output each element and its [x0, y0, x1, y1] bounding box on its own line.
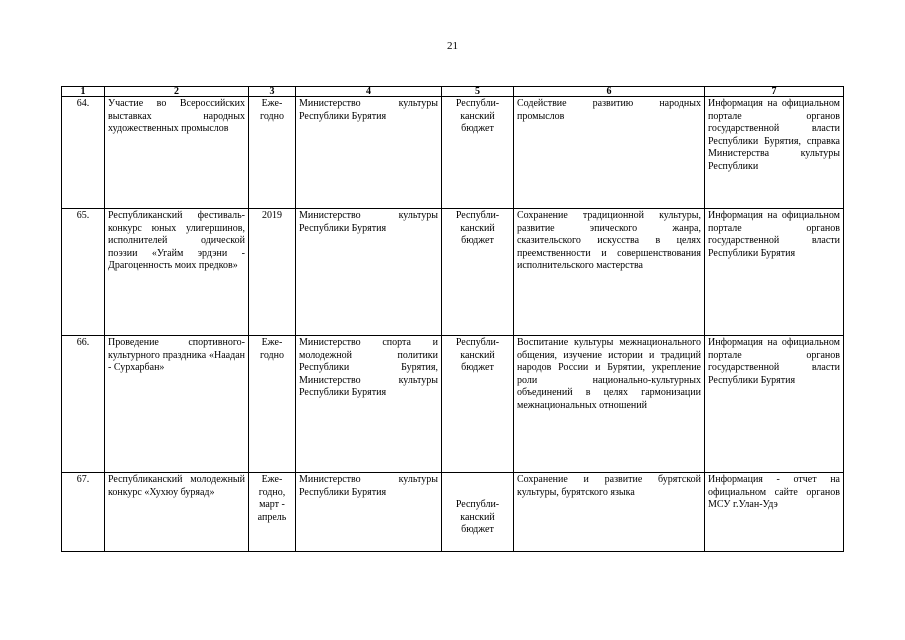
- event-term: Еже-годно, март - апрель: [249, 473, 296, 552]
- event-term: Еже-годно: [249, 336, 296, 473]
- report-form: Информация - отчет на официальном сайте органов МСУ г.Улан-Удэ: [705, 473, 844, 552]
- table-row: [62, 97, 844, 209]
- table-row: [62, 209, 844, 336]
- header-cell: 6: [514, 87, 705, 97]
- event-name: Участие во Всероссийских выставках народных художественных промыслов: [105, 97, 249, 209]
- event-name: Проведение спортивного-культурного праздника «Наадан - Сурхарбан»: [105, 336, 249, 473]
- row-number: 67.: [62, 473, 105, 552]
- funding-source: Республи-канский бюджет: [455, 499, 500, 535]
- report-form: Информация на официальном портале органов государственной власти Республики Бурятия, справка Министерства культуры Республики: [705, 97, 844, 209]
- funding-source: Республи-канский бюджет: [442, 209, 514, 336]
- table-row: [62, 473, 844, 552]
- header-cell: 2: [105, 87, 249, 97]
- event-executor: Министерство культуры Республики Бурятия: [296, 473, 442, 552]
- event-name: Республиканский фестиваль-конкурс юных улигершинов, исполнителей одической поэзии «Угайм эрдэни - Драгоценность моих предков»: [105, 209, 249, 336]
- header-cell: 1: [62, 87, 105, 97]
- header-cell: 4: [296, 87, 442, 97]
- funding-source: Республи-канский бюджет: [442, 97, 514, 209]
- cell-spacer: [445, 474, 510, 499]
- table-row: [62, 336, 844, 473]
- event-term: Еже-годно: [249, 97, 296, 209]
- event-goal: Воспитание культуры межнационального общения, изучение истории и традиций народов России и Бурятии, укрепление роли национально-культурных объединений в целях гармонизации межнациональных отношений: [514, 336, 705, 473]
- event-goal: Сохранение традиционной культуры, развитие эпического жанра, сказительского искусства в целях преемственности и совершенствования исполнительского мастерства: [514, 209, 705, 336]
- row-number: 65.: [62, 209, 105, 336]
- row-number: 64.: [62, 97, 105, 209]
- funding-source: Республи-канский бюджет: [442, 336, 514, 473]
- event-name: Республиканский молодежный конкурс «Хухюу буряад»: [105, 473, 249, 552]
- page-number: 21: [447, 40, 458, 52]
- event-executor: Министерство культуры Республики Бурятия: [296, 209, 442, 336]
- event-executor: Министерство спорта и молодежной политики Республики Бурятия, Министерство культуры Республики Бурятия: [296, 336, 442, 473]
- event-term: 2019: [249, 209, 296, 336]
- report-form: Информация на официальном портале органов государственной власти Республики Бурятия: [705, 209, 844, 336]
- row-number: 66.: [62, 336, 105, 473]
- header-cell: 7: [705, 87, 844, 97]
- funding-source-cell: [442, 473, 514, 552]
- header-cell: 3: [249, 87, 296, 97]
- header-cell: 5: [442, 87, 514, 97]
- event-executor: Министерство культуры Республики Бурятия: [296, 97, 442, 209]
- table-header-row: [62, 87, 844, 97]
- events-table: [61, 86, 844, 552]
- report-form: Информация на официальном портале органов государственной власти Республики Бурятия: [705, 336, 844, 473]
- event-goal: Сохранение и развитие бурятской культуры, бурятского языка: [514, 473, 705, 552]
- event-goal: Содействие развитию народных промыслов: [514, 97, 705, 209]
